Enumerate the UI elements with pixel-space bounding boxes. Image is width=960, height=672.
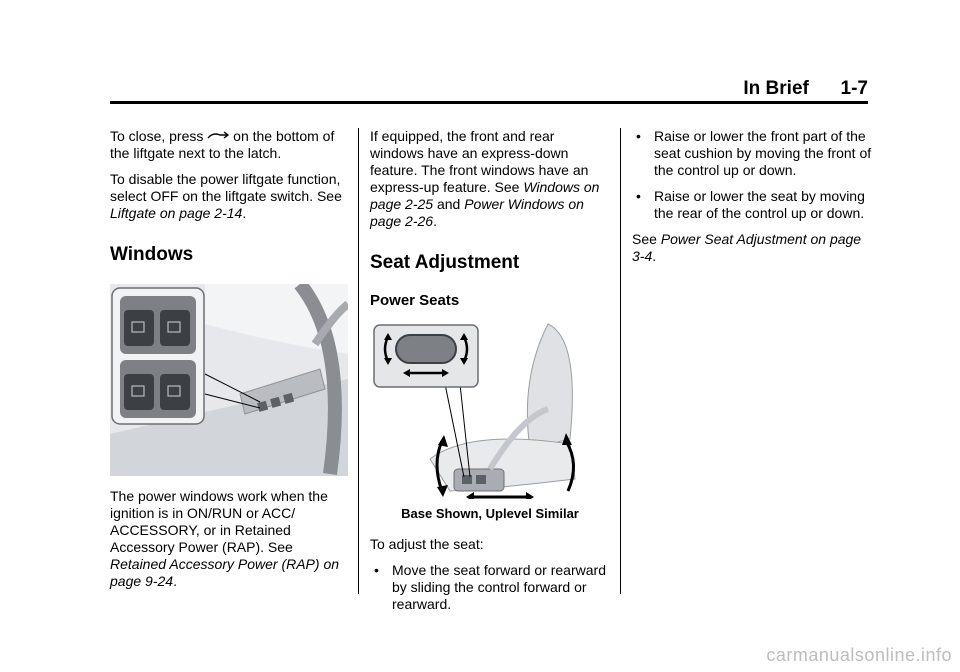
header-rule xyxy=(110,101,868,104)
bullet-marker: • xyxy=(636,188,641,204)
header-page-number: 1-7 xyxy=(840,78,868,99)
list-item: • Raise or lower the front part of the seat cushion by moving the front of the control up or down. xyxy=(636,128,872,178)
see-also-paragraph: See Power Seat Adjustment on page 3-4. xyxy=(632,231,862,264)
list-item: • Raise or lower the seat by moving the rear of the control up or down. xyxy=(636,188,865,221)
list-item: • Move the seat forward or rearward by sliding the control forward or rearward. xyxy=(374,562,606,612)
column-1 xyxy=(110,128,350,599)
window-switch-figure xyxy=(110,284,348,476)
column-2 xyxy=(370,128,610,622)
column-divider-2 xyxy=(620,128,621,594)
liftgate-reference: Liftgate on page 2-14 xyxy=(110,205,243,221)
windows-reference: Windows on page 2-25 xyxy=(370,179,600,212)
liftgate-close-icon xyxy=(207,131,229,143)
watermark: carmanualsonline.info xyxy=(766,645,952,665)
column-3 xyxy=(632,128,872,274)
header-section: In Brief xyxy=(743,78,809,99)
header-title xyxy=(743,78,868,100)
windows-heading: Windows xyxy=(110,244,194,265)
liftgate-close-paragraph: To close, press on the bottom of the liftgate next to the latch. xyxy=(110,128,335,161)
power-windows-reference: Power Windows on page 2-26 xyxy=(370,196,584,229)
power-windows-paragraph: The power windows work when the ignition is in ON/RUN or ACC/ ACCESSORY, or in Retained Accessory Power (RAP). See Retained Accessory Power (RAP) on page 9-24. xyxy=(110,488,340,589)
column-divider-1 xyxy=(358,128,359,594)
power-seats-heading: Power Seats xyxy=(370,292,460,309)
express-windows-paragraph: If equipped, the front and rear windows have an express-down feature. The front windows have an express-up feature. See Windows on page 2-25 and Power Windows on page 2-26. xyxy=(370,128,600,229)
power-seat-figure xyxy=(370,319,608,499)
power-seat-reference: Power Seat Adjustment on page 3-4 xyxy=(632,231,862,264)
adjust-seat-intro: To adjust the seat: xyxy=(370,536,484,552)
rap-reference: Retained Accessory Power (RAP) on page 9-24 xyxy=(110,556,340,589)
bullet-marker: • xyxy=(636,128,641,144)
window-switch-illustration xyxy=(110,284,348,476)
figure-caption: Base Shown, Uplevel Similar xyxy=(401,506,579,521)
bullet-marker: • xyxy=(374,562,379,578)
power-seat-illustration xyxy=(370,319,608,499)
seat-adjustment-heading: Seat Adjustment xyxy=(370,252,520,273)
liftgate-disable-paragraph: To disable the power liftgate function, select OFF on the liftgate switch. See Liftgate on page 2-14. xyxy=(110,171,342,221)
